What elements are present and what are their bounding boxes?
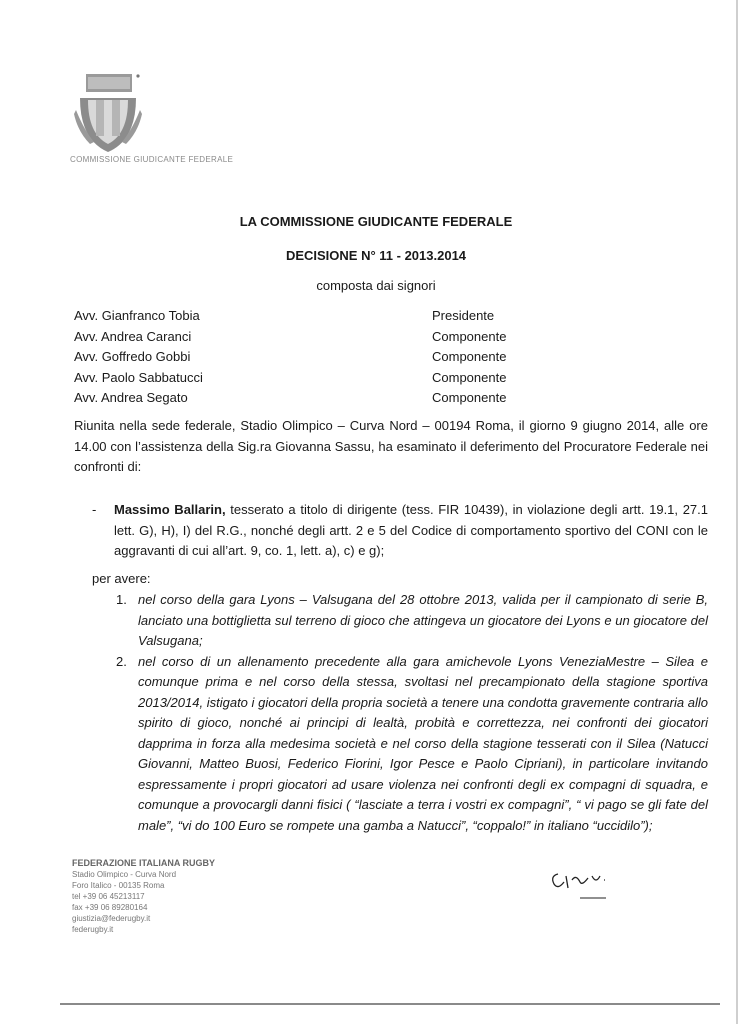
footer-line: giustizia@federugby.it (72, 914, 151, 923)
signature-icon (548, 862, 628, 912)
member-role: Presidente (432, 308, 495, 323)
header-caption: COMMISSIONE GIUDICANTE FEDERALE (70, 155, 234, 164)
member-row (74, 329, 514, 350)
member-role: Componente (432, 349, 507, 364)
member-name: Avv. Goffredo Gobbi (74, 349, 191, 364)
member-row (74, 370, 514, 391)
decision-number: DECISIONE N° 11 - 2013.2014 (285, 248, 467, 263)
footer-line: fax +39 06 89280164 (72, 903, 148, 912)
accused-entry (92, 500, 708, 562)
item-number: 2. (116, 653, 127, 669)
footer-line: Stadio Olimpico - Curva Nord (72, 870, 177, 879)
footer-line: Foro Italico - 00135 Roma (72, 881, 165, 890)
charges-list (116, 590, 708, 836)
member-name: Avv. Andrea Segato (74, 390, 188, 405)
item-number: 1. (116, 592, 127, 607)
member-name: Avv. Paolo Sabbatucci (74, 369, 203, 385)
footer-line: federugby.it (72, 925, 114, 934)
page-title: LA COMMISSIONE GIUDICANTE FEDERALE (239, 214, 513, 229)
footer-org: FEDERAZIONE ITALIANA RUGBY (72, 858, 215, 868)
accused-charges: tesserato a titolo di dirigente (tess. FIR 10439), in violazione degli artt. 19.1, 27.1 lett. G), H), I) del R.G., nonché degli artt. 2 e 5 del Codice di comportamento sportivo del CONI con le aggravanti di cui all’art. 9, co. 1, lett. a), c) e g); (114, 502, 708, 558)
member-name: Avv. Gianfranco Tobia (74, 308, 200, 323)
member-row (74, 390, 514, 411)
page-edge (736, 0, 738, 1024)
per-avere-label: per avere: (92, 571, 151, 586)
intro-paragraph: Riunita nella sede federale, Stadio Olimpico – Curva Nord – 00194 Roma, il giorno 9 giugno 2014, alle ore 14.00 con l’assistenza della Sig.ra Giovanna Sassu, ha esaminato il deferimento del Procuratore Federale nei confronti di: (74, 418, 708, 474)
list-item (116, 652, 708, 837)
member-role: Componente (432, 328, 507, 344)
fir-shield-logo-icon (72, 70, 144, 160)
footer-address (72, 858, 215, 935)
member-role: Componente (432, 390, 507, 405)
item-text: nel corso della gara Lyons – Valsugana del 28 ottobre 2013, valida per il campionato di serie B, lanciato una bottiglietta sul terreno di gioco che attingeva un giocatore dei Lyons e un giocatore del Valsugana; (138, 592, 708, 648)
member-row (74, 308, 514, 329)
item-text: nel corso di un allenamento precedente alla gara amichevole Lyons VeneziaMestre – Silea e comunque prima e nel corso della stessa, svoltasi nel precampionato della stagione sportiva 2013/2014, istigato i giocatori della propria società a tenere una condotta gravemente contraria allo spirito di gioco, nonché ai principi di lealtà, probità e correttezza, nei confronti dei giocatori dapprima in forza alla medesima società e nel corso della stagione tesserati con il Silea (Natucci Giovanni, Matteo Buosi, Federico Fiorini, Igor Pesce e Paolo Cipriani), in particolare invitando espressamente i propri giocatori ad usare violenza nei confronti degli ex compagni di squadra, e comunque a provocargli danni fisici ( “lasciate a terra i vostri ex compagni”, “ vi pago se gli fate del male”, “vi do 100 Euro se rompete una gamba a Natucci”, “coppalo!” in italiano “uccidilo”); (138, 653, 708, 833)
accused-text (114, 500, 708, 562)
accused-name: Massimo Ballarin, (114, 502, 226, 517)
member-role: Componente (432, 369, 507, 385)
members-list (74, 308, 514, 411)
footer-line: tel +39 06 45213117 (72, 892, 145, 901)
member-name: Avv. Andrea Caranci (74, 328, 192, 344)
list-dash: - (92, 502, 97, 517)
composed-by: composta dai signori (316, 278, 436, 293)
bottom-rule (60, 1003, 720, 1005)
list-item (116, 590, 708, 652)
member-row (74, 349, 514, 370)
